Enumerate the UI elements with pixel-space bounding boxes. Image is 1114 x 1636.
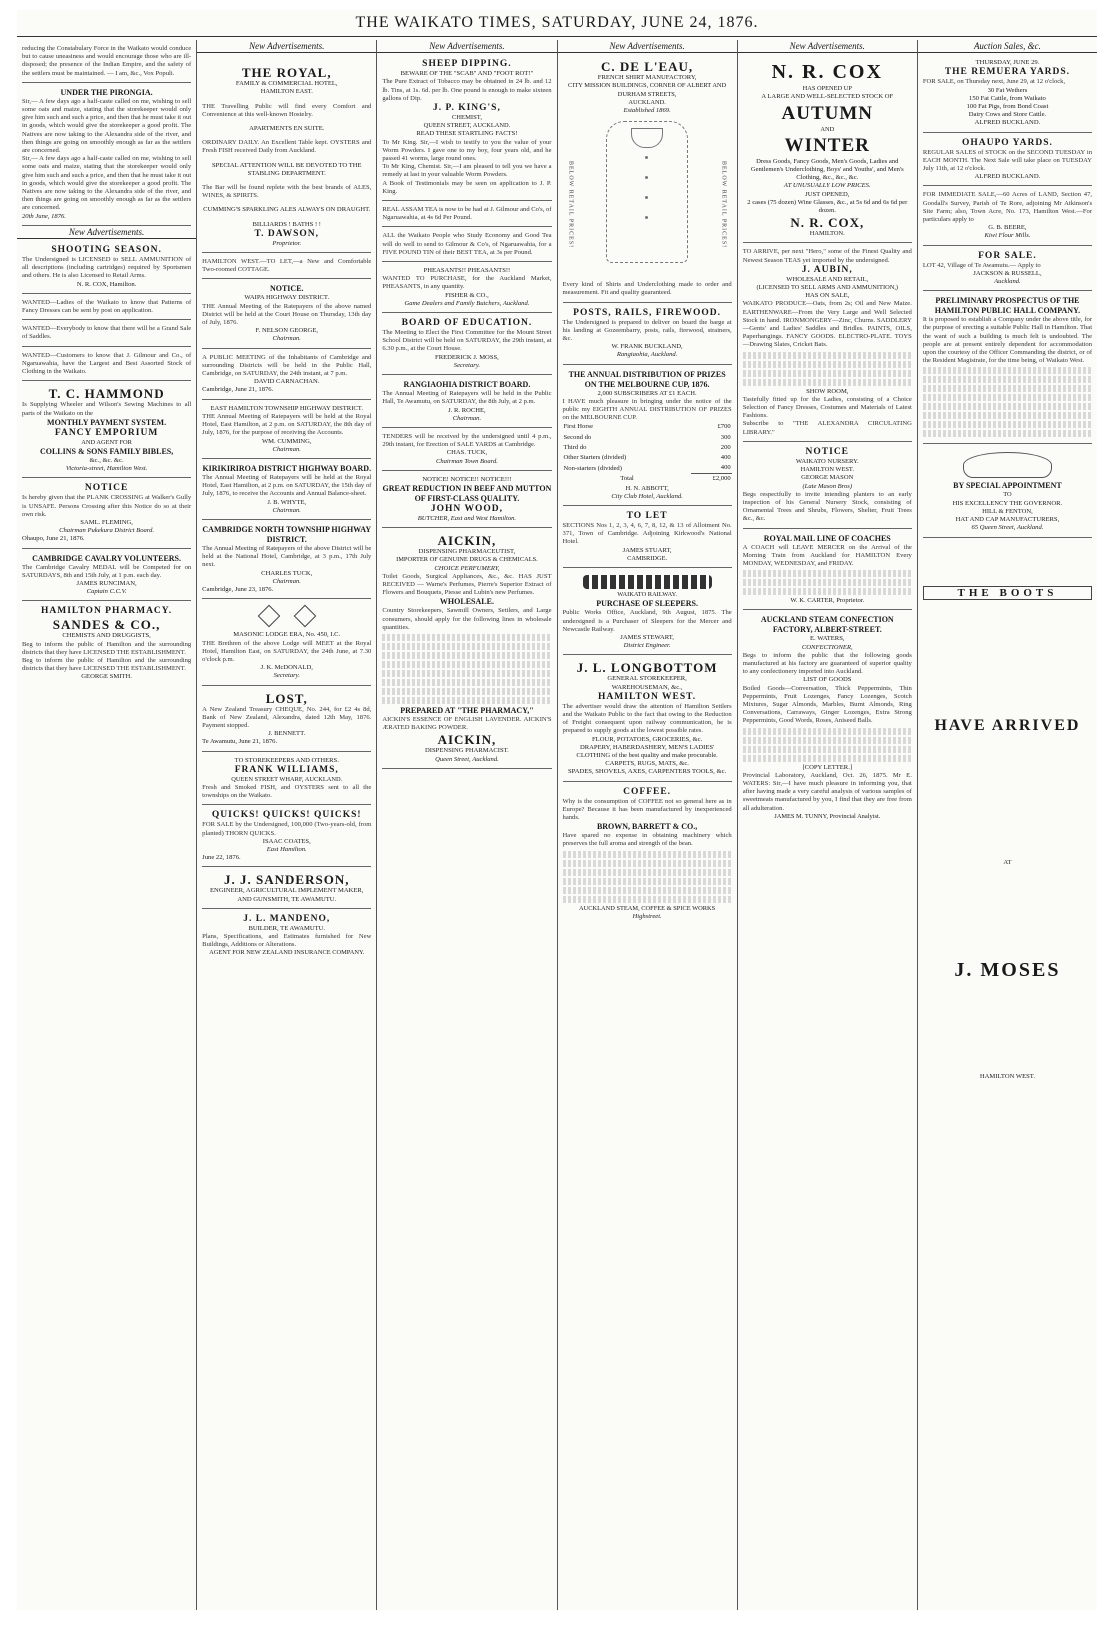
masthead-title: THE WAIKATO TIMES, SATURDAY, JUNE 24, 1876.: [355, 14, 759, 31]
ad-line: APARTMENTS EN SUITE.: [249, 125, 325, 133]
side-caption-right: BELOW RETAIL PRICES!: [720, 161, 727, 249]
column-4: [558, 40, 738, 1610]
ad-body: A Book of Testimonials may be seen on application to J. P. King.: [382, 179, 552, 195]
ad-line: HIS EXCELLENCY THE GOVERNOR.: [952, 499, 1063, 507]
ad-heading: NOTICE! NOTICE!! NOTICE!!!: [422, 475, 512, 483]
table-row: [563, 453, 732, 463]
ad-line: TO: [1003, 491, 1012, 499]
ad-signature: WM. CUMMING,: [261, 437, 312, 445]
ad-heading: CAMBRIDGE CAVALRY VOLUNTEERS.: [32, 553, 182, 563]
ad-signature: JAMES M. TUNNY, Provincial Analyist.: [774, 812, 881, 820]
ad-body: It is proposed to establish a Company under the above title, for the purpose of erecting a suitable Public Hall in Hamilton. That the want of such a building is much felt is undoubted. The people are at present entirely dependent for accommodation upon the courtesy of the Officer Commanding the district, or of the Resident Magistrate, for the time being, of Waikato West.: [922, 316, 1093, 365]
ad-heading: KIRIKIRIROA DISTRICT HIGHWAY BOARD.: [202, 463, 372, 473]
ad-heading-winter: WINTER: [784, 134, 870, 156]
ad-footer: AUCKLAND STEAM, COFFEE & SPICE WORKS: [578, 904, 716, 912]
ad-heading: THE REMUERA YARDS.: [944, 67, 1071, 78]
ad-subheading: ENGINEER, AGRICULTURAL IMPLEMENT MAKER,: [210, 887, 364, 895]
ad-heading: NOTICE: [84, 483, 129, 494]
ad-signature-title: Chairman Town Board.: [435, 457, 498, 465]
columns: [17, 40, 1097, 1610]
ad-signature: W. K. CARTER, Proprietor.: [790, 597, 865, 605]
ad-body: Toilet Goods, Surgical Appliances, &c., &c. HAS JUST RECEIVED — Warne's Perfumes, Pierre's Superior Extract of Flowers and Bouquets, Piesse and Lubin's new Perfumes.: [382, 572, 552, 597]
ad-line: BILLIARDS ! BATHS ! !: [252, 220, 321, 228]
prize-amount: 400: [720, 454, 731, 462]
ad-signature-title: Chairman.: [452, 414, 482, 422]
column-header: New Advertisements.: [17, 228, 196, 239]
ad-subheading: COLLINS & SONS FAMILY BIBLES,: [39, 446, 174, 456]
prize-amount: 200: [720, 443, 731, 451]
ad-date: Ohaupo, June 21, 1876.: [22, 535, 85, 543]
ad-signature-title: City Club Hotel, Auckland.: [611, 492, 683, 500]
ad-body: Tastefully fitted up for the Ladies, consisting of a Choice Selection of Fancy Dresses, Costumes and Materials of Latest Fashions.: [742, 395, 912, 420]
ad-body: AICKIN'S ESSENCE OF ENGLISH LAVENDER. AICKIN'S ÆRATED BAKING POWDER.: [382, 715, 552, 732]
newspaper-page: [17, 10, 1097, 1610]
ad-subheading: FRENCH SHIRT MANUFACTORY,: [597, 74, 697, 82]
ad-heading: EAST HAMILTON TOWNSHIP HIGHWAY DISTRICT.: [210, 404, 363, 412]
ad-body-continued: Beg to inform the public of Hamilton and the surrounding districts that they have LICENSED THE ESTABLISHMENT.: [22, 656, 192, 673]
ad-body: FOR SALE by the Undersigned, 100,000 (Two-years-old, from planted) THORN QUICKS.: [202, 821, 372, 837]
ad-body: Is hereby given that the PLANK CROSSING at Walker's Gully is UNSAFE. Persons Crossing after this Notice do so at their own risk.: [22, 494, 192, 518]
ad-heading: CAMBRIDGE NORTH TOWNSHIP HIGHWAY DISTRICT.: [202, 524, 372, 544]
ad-body: REGULAR SALES of STOCK on the SECOND TUESDAY in EACH MONTH. The Next Sale will take place on TUESDAY July 11th, at 12 o'clock.: [922, 148, 1093, 173]
table-row: [563, 443, 732, 453]
ad-body: Begs respectfully to invite intending planters to an early inspection of his General Nursery Stock, consisting of Ornamental Trees and Shrubs, Flowers, Shelter, Fruit Trees &c., &c.: [742, 490, 912, 523]
ad-heading: J. L. LONGBOTTOM: [576, 660, 718, 676]
ad-line: &c., &c. &c.: [89, 456, 124, 464]
ad-body: To Mr King. Sir,—I wish to testify to you the value of your Worm Powders. I gave one to my boy, four years old, and he passed 41 worms, large round ones.: [382, 138, 552, 163]
masonic-compass-icon: [293, 605, 316, 628]
wanted-ad: WANTED—Everybody to know that there will be a Grand Sale of Saddles.: [22, 325, 192, 341]
ad-signature: GEORGE MASON: [801, 474, 854, 482]
ad-signature: DAVID CARNACHAN.: [254, 378, 320, 386]
prize-table: [563, 422, 732, 484]
prize-label: Second do: [563, 433, 592, 441]
ad-date: June 22, 1876.: [202, 854, 241, 862]
column-1: [17, 40, 197, 1610]
ad-signature-title: CONFECTIONER,: [801, 643, 853, 651]
ad-line: DRAPERY, HABERDASHERY, MEN'S LADIES' CLOTHING of the best quality and make procurable.: [576, 743, 718, 759]
ad-subheading: WAIPA HIGHWAY DISTRICT.: [244, 294, 330, 302]
ad-body: The Undersigned is LICENSED to SELL AMMUNITION of all descriptions (including cartridges) required by Sportsmen and others. He is also Licensed to Retail Arms.: [22, 256, 192, 280]
ad-subheading: HAS OPENED UP: [802, 85, 852, 93]
ad-signature: ALFRED BUCKLAND.: [974, 119, 1041, 127]
ad-line: FLOUR, POTATOES, GROCERIES, &c.: [592, 735, 703, 743]
ad-signature: FISHER & CO.,: [445, 291, 489, 299]
ad-body: Beg to inform the public of Hamilton and the surrounding districts that they have LICENSED THE ESTABLISHMENT.: [22, 640, 192, 656]
ad-date: Cambridge, June 21, 1876.: [202, 386, 274, 394]
ad-heading: JOHN WOOD,: [430, 503, 503, 514]
ad-body: Plans, Specifications, and Estimates furnished for New Buildings, Additions or Alterations.: [202, 933, 372, 949]
ad-body: Dress Goods, Fancy Goods, Men's Goods, Ladies and Gentlemen's Underclothing, Boys' and Youths', and Men's Clothing, &c., &c., &c.: [750, 157, 904, 182]
table-row: [563, 474, 732, 485]
ad-heading: NOTICE: [805, 446, 850, 457]
ad-body: Fresh and Smoked FISH, and OYSTERS sent to all the townships on the Waikato.: [202, 783, 372, 800]
ad-body: Provincial Laboratory, Auckland, Oct. 26, 1875. Mr E. WATERS: Sir,—I have much pleasure in informing you, that after having made a very careful analysis of various samples of sweetmeats manufactured by you, I find that they are free from all adulteration.: [742, 771, 912, 812]
prize-amount: 300: [720, 433, 731, 441]
ad-address: 65 Queen Street, Auckland.: [971, 524, 1044, 532]
ad-body: I HAVE much pleasure in bringing under the notice of the public my EIGHTH ANNUAL DISTRIBUTION OF PRIZES on the MELBOURNE CUP.: [562, 397, 732, 422]
prize-label: Non-starters (divided): [563, 464, 622, 472]
ad-date: Te Awamutu, June 21, 1876.: [202, 738, 278, 746]
ad-heading: OHAUPO YARDS.: [961, 137, 1053, 148]
letter-text: Sir,— A few days ago a half-caste called on me, wishing to sell some oats and maize, stating that the storekeeper would only give him such and such a price, and then that he must take it out in goods, which would give the storekeeper a good profit. The Natives are now taking to the Alexandra side of the river, and then things are going on smoothly enough as far as the settlers are concerned.: [22, 97, 192, 155]
letter-text-continued: Sir,— A few days ago a half-caste called on me, wishing to sell some oats and maize, stating that the storekeeper would only give him such and such a price, and then that he must take it out in goods, which would give the storekeeper a good profit. The Natives are now taking to the Alexandra side of the river, and then things are going on smoothly enough as far as the settlers are concerned.: [22, 155, 192, 212]
ad-heading: PRELIMINARY PROSPECTUS OF THE HAMILTON PUBLIC HALL COMPANY.: [934, 296, 1081, 316]
ad-line: SPECIAL ATTENTION WILL BE DEVOTED TO THE STABLING DEPARTMENT.: [211, 161, 362, 177]
ad-subheading: WHOLESALE AND RETAIL,: [786, 275, 869, 283]
ad-heading-moses: J. MOSES: [954, 958, 1061, 981]
ad-signature: GEORGE SMITH.: [81, 673, 132, 681]
ad-signature: HILL & FENTON,: [982, 507, 1033, 515]
ad-body: A New Zealand Treasury CHEQUE, No. 244, for £2 4s 8d, Bank of New Zealand, Alexandra, dated 12th May, 1876. Payment stopped.: [202, 705, 372, 729]
ad-heading: AUCKLAND STEAM CONFECTION FACTORY, ALBERT-STREET.: [760, 615, 894, 635]
ad-signature-title: Chairman Pukekura District Board.: [59, 527, 155, 535]
ad-subheading: GREAT REDUCTION IN BEEF AND MUTTON OF FIRST-CLASS QUALITY.: [382, 483, 552, 503]
ad-heading: BROWN, BARRETT & CO.,: [596, 822, 698, 832]
ad-subheading: DISPENSING PHARMACEUTIST,: [418, 548, 516, 556]
ad-body: Why is the consumption of COFFEE not so general here as in Europe? Because it has been manufactured by inexperienced hands.: [562, 797, 732, 821]
ad-place: HAMILTON EAST.: [260, 88, 313, 96]
ad-signature: JACKSON & RUSSELL,: [973, 269, 1042, 277]
ad-list: 30 Fat Wethers 150 Fat Cattle, from Waikato 100 Fat Pigs, from Bond Coast Dairy Cows and Store Cattle.: [966, 86, 1049, 119]
ad-signature: JAMES STEWART,: [620, 633, 674, 641]
ad-body: SECTIONS Nos 1, 2, 3, 4, 6, 7, 8, 12, & 13 of Allotment No. 371, Town of Cambridge. Adjoining Kirkwood's National Hotel.: [562, 522, 732, 546]
ad-subheading: CHEMIST,: [451, 114, 482, 122]
ad-body: ORDINARY DAILY. An Excellent Table kept. OYSTERS and Fresh FISH received Daily from Auckland.: [202, 139, 372, 155]
ad-subheading: [COPY LETTER.]: [802, 763, 853, 771]
ad-address: Queen Street, Auckland.: [435, 755, 499, 763]
ad-heading: J. J. SANDERSON,: [224, 872, 350, 888]
ad-signature: J. K. McDONALD,: [260, 664, 313, 672]
ad-signature-title: Auckland.: [994, 278, 1021, 286]
ad-body: TENDERS will be received by the undersigned until 4 p.m., 29th instant, for Erection of SALE YARDS at Cambridge.: [382, 432, 552, 449]
ad-body: THE Annual Meeting of Ratepayers will be held at the Royal Hotel, East Hamilton, at 2 p.m. on SATURDAY, the 8th day of July, 1876, for the purpose of receiving the Accounts.: [202, 412, 372, 437]
ad-heading: AICKIN,: [437, 732, 497, 748]
ad-subheading: GENERAL STOREKEEPER,: [607, 675, 687, 683]
ad-address: CITY MISSION BUILDINGS, CORNER OF ALBERT AND DURHAM STREETS,: [568, 82, 727, 98]
ad-subheading: 2,000 SUBSCRIBERS AT £1 EACH.: [597, 389, 697, 397]
column-header: New Advertisements.: [377, 42, 556, 53]
ad-heading-autumn: AUTUMN: [781, 102, 874, 124]
prize-label: Other Starters (divided): [563, 454, 627, 462]
ad-date: Cambridge, June 23, 1876.: [202, 585, 274, 593]
train-illustration-icon: [583, 575, 712, 589]
shirt-illustration-icon: [606, 121, 688, 263]
ad-signature-title: Kiwi Flour Mills.: [984, 232, 1031, 240]
side-caption-left: BELOW RETAIL PRICES!: [567, 161, 574, 249]
ad-body: TO ARRIVE, per next "Hero," some of the Finest Quality and Newest Season TEAS yet imported by the undersigned.: [742, 248, 912, 264]
ad-heading: QUICKS! QUICKS! QUICKS!: [211, 810, 362, 821]
ad-heading: POSTS, RAILS, FIREWOOD.: [573, 307, 722, 318]
prize-amount: £700: [717, 423, 731, 431]
ad-signature: F. NELSON GEORGE,: [255, 327, 318, 335]
ad-signature-title: Proprietor.: [272, 239, 302, 247]
ad-heading: J. P. KING'S,: [433, 103, 501, 114]
ad-signature-title: Secretary.: [453, 361, 481, 369]
ad-line: CUMMING'S SPARKLING ALES ALWAYS ON DRAUGHT.: [203, 206, 371, 214]
ad-body: 2 cases (75 dozen) Wine Glasses, &c., at 5s 6d and 6s 6d per dozen.: [747, 198, 908, 215]
ad-body: Boiled Goods—Conversation, Thick Peppermints, Thin Peppermints, Fruit Lozenges, Fancy Lozenges, Scotch Mixtures, Sugar Almonds, Marbles, Burnt Almonds, Ring Conversations, Carraways, Ginger Lozenges, Extra Strong Peppermints, Good Words, Roses, Aniseed Balls.: [742, 684, 912, 725]
ad-signature-title: Rangiaohia, Auckland.: [616, 351, 678, 359]
ad-body: REAL ASSAM TEA is now to be had at J. Gilmour and Co's, of Ngaruawahia, at 4s 6d Per Pound.: [382, 206, 552, 222]
ad-heading: BOARD OF EDUCATION.: [401, 318, 533, 329]
editorial-text: reducing the Constabulary Force in the Waikato would conduce but to cause uneasiness and would encourage those who are ill-disposed; the presence of the Indian Empire, and the safety of the settlers must be maintained. — I am, &c., Vox Populi.: [22, 45, 192, 77]
ad-body: THE Travelling Public will find every Comfort and Convenience at this well-known Hostelry.: [202, 102, 372, 118]
ad-heading: READ THESE STARTLING FACTS!: [416, 130, 518, 138]
ad-signature: J. R. ROCHE,: [448, 406, 486, 414]
ad-signature-title: CAMBRIDGE.: [627, 554, 668, 562]
letter-date: 20th June, 1876.: [22, 212, 66, 220]
ad-body: The Annual Meeting of Ratepayers will be held at the Royal Hotel, East Hamilton, at 2 p.m. on SATURDAY, the 15th day of July, 1876, to receive the Accounts and Annual Balance-sheet.: [202, 473, 372, 498]
ad-body: FOR IMMEDIATE SALE,—60 Acres of LAND, Section 47, Goodall's Survey, Parish of Te Rore, adjoining Mr Atkinson's Site Farm; also, Town Acre, No. 173, Hamilton West.—For particulars apply to: [922, 191, 1093, 224]
ad-line: AT: [1003, 858, 1012, 866]
ad-footer: AGENT FOR NEW ZEALAND INSURANCE COMPANY.: [209, 949, 365, 957]
ad-heading: FANCY EMPORIUM: [54, 427, 159, 438]
ad-heading-boots: THE BOOTS: [923, 586, 1092, 600]
ad-signature-title: East Hamilton.: [266, 846, 307, 853]
ad-heading: ROYAL MAIL LINE OF COACHES: [763, 533, 891, 543]
ad-body: FOR SALE, on Thursday next, June 29, at 12 o'clock,: [922, 78, 1066, 86]
ad-place: HAMILTON WEST.: [598, 691, 697, 702]
ad-subheading: AND GUNSMITH, TE AWAMUTU.: [237, 895, 337, 903]
ad-heading: T. C. HAMMOND: [48, 386, 165, 402]
ad-body: The Annual Meeting of Ratepayers of the above District will be held at the National Hotel, Cambridge, at 3 p.m., 17th July next.: [202, 544, 372, 569]
ad-heading: SHOOTING SEASON.: [51, 245, 162, 256]
ad-heading: AICKIN,: [437, 533, 497, 549]
ad-body: Every kind of Shirts and Underclothing made to order and measurement. Fit and quality guaranteed.: [562, 281, 732, 297]
ad-signature: ISAAC COATES,: [262, 837, 311, 845]
ad-subheading: IMPORTER OF GENUINE DRUGS & CHEMICALS.: [396, 556, 538, 564]
ad-signature-title: (Late Mason Bros): [802, 482, 853, 490]
ad-body: The Annual Meeting of Ratepayers will be held in the Public Hall, Te Awamutu, on SATURDAY, the 8th July, at 2 p.m.: [382, 390, 552, 406]
ad-heading: LOST,: [265, 690, 308, 706]
column-header: New Advertisements.: [738, 42, 917, 53]
ad-line: JUST OPENED,: [805, 190, 850, 198]
ad-address: Victoria-street, Hamilton West.: [65, 465, 148, 473]
ad-line: AND: [820, 125, 835, 133]
column-header: Auction Sales, &c.: [918, 42, 1097, 53]
ad-heading: N. R. COX: [771, 61, 883, 84]
ad-subheading: HAS ON SALE,: [805, 292, 850, 300]
prize-label: First Horse: [563, 423, 594, 431]
ad-heading: NOTICE.: [269, 284, 304, 294]
ad-subheading: FAMILY & COMMERCIAL HOTEL,: [235, 80, 338, 88]
masonic-square-icon: [257, 605, 280, 628]
prize-amount: 400: [720, 464, 731, 472]
ad-line: SPADES, SHOVELS, AXES, CARPENTERS TOOLS, &c.: [568, 768, 727, 776]
ad-subheading: MONTHLY PAYMENT SYSTEM.: [47, 417, 167, 427]
ad-signature: J. BENNETT.: [268, 730, 306, 738]
ad-body: Public Works Office, Auckland, 9th August, 1875. The undersigned is a Purchaser of Sleepers for the Mercer and Newcastle Railway.: [562, 609, 732, 633]
ad-signature: JAMES STUART,: [622, 546, 672, 554]
ad-subheading: (LICENSED TO SELL ARMS AND AMMUNITION,): [756, 284, 899, 292]
ad-body: The advertiser would draw the attention of Hamilton Settlers and the Waikato Public to the fact that owing to the Reduction of Freight consequent upon railway communication, he is prepared to supply goods at the lowest possible rates.: [562, 702, 732, 735]
ad-subheading: WHOLESALE.: [439, 597, 494, 607]
ad-signature: N. R. COX,: [790, 215, 865, 231]
ad-subheading: CHEMISTS AND DRUGGISTS,: [62, 632, 151, 640]
column-header: New Advertisements.: [197, 42, 376, 53]
ad-body: The Pure Extract of Tobacco may be obtained in 24 lb. and 12 lb. Tins, at 1s. 6d. per lb. One pound is enough to make sixteen gallons of Dip.: [382, 78, 552, 102]
wanted-ad: WANTED—Ladies of the Waikato to know that Patterns of Fancy Dresses can be sent by post on application.: [22, 298, 192, 315]
ad-line: CARPETS, RUGS, MATS, &c.: [605, 760, 689, 768]
ad-line: AT UNUSUALLY LOW PRICES.: [783, 182, 871, 190]
ad-subheading: WAREHOUSEMAN, &c.,: [611, 683, 683, 691]
table-row: [563, 422, 732, 432]
ad-signature: CHARLES TUCK,: [261, 569, 313, 577]
ad-signature: E. WATERS,: [810, 635, 845, 643]
letter-heading: UNDER THE PIRONGIA.: [60, 87, 153, 97]
column-header: New Advertisements.: [558, 42, 737, 53]
ad-signature: ALFRED BUCKLAND.: [974, 173, 1041, 181]
ad-subheading: BUILDER, TE AWAMUTU.: [248, 924, 326, 932]
ad-body: The Bar will be found replete with the best brands of ALES, WINES, & SPIRITS.: [202, 184, 372, 200]
ad-heading: MASONIC LODGE ERA, No. 450, I.C.: [233, 631, 341, 639]
ad-heading: THE ROYAL,: [241, 65, 332, 81]
ad-heading: J. AUBIN,: [801, 264, 853, 275]
ad-place: HAMILTON WEST.: [800, 466, 854, 474]
ad-body: The Meeting to Elect the First Committee for the Mount Street School District will be held on SATURDAY, the 29th instant, at 6.30 p.m., at the Court House.: [382, 329, 552, 353]
ad-body: The Undersigned is prepared to deliver on board the barge at his landing at Gozeembarry, posts, rails, firewood, strainers, &c.: [562, 318, 732, 343]
ad-signature: SAML. FLEMING,: [80, 518, 133, 526]
ad-body: Is Supplying Wheeler and Wilson's Sewing Machines to all parts of the Waikato on the: [22, 401, 192, 417]
ad-subheading: LIST OF GOODS: [803, 676, 852, 684]
royal-coat-of-arms-icon: [963, 452, 1052, 478]
ad-subheading: CHOICE PERFUMERY,: [434, 564, 500, 572]
ad-place: HAMILTON.: [809, 230, 845, 238]
table-row: [563, 433, 732, 443]
ad-line: AND AGENT FOR: [81, 438, 132, 446]
ad-subheading: PREPARED AT "THE PHARMACY,": [400, 705, 534, 715]
ad-signature: N. R. COX, Hamilton.: [76, 280, 137, 288]
column-3: [377, 40, 557, 1610]
ad-subheading: HAT AND CAP MANUFACTURERS,: [955, 516, 1060, 524]
ad-body: Have spared no expense in obtaining machinery which preserves the full aroma and strength of the bean.: [562, 832, 732, 848]
ad-subheading: BEWARE OF THE "SCAB" AND "FOOT ROT!": [400, 70, 534, 78]
ad-established: Established 1869.: [623, 107, 671, 115]
ad-signature: JAMES RUNCIMAN,: [76, 579, 137, 587]
ad-body: A COACH will LEAVE MERCER on the Arrival of the Morning Train from Auckland for HAMILTON Every MONDAY, WEDNESDAY, and FRIDAY.: [742, 543, 912, 567]
ad-address: QUEEN STREET WHARF, AUCKLAND.: [231, 775, 343, 783]
ad-body: WAIKATO PRODUCE—Oats, from 2s; Oil and New Maize. EARTHENWARE—From the Very Large and Well Selected Stock in hand. IRONMONGERY—Zinc, Churns. SADDLERY—Gents' and Ladies' Saddles and Bridles. PAINTS, OILS, Paperhangings. FANCY GOODS. ELECTRO-PLATE. TOYS—Drawing Slates, Cricket Bats.: [742, 300, 912, 349]
ad-heading: BY SPECIAL APPOINTMENT: [953, 481, 1062, 491]
ad-heading: TO LET: [626, 511, 668, 522]
ad-body: To Mr King, Chemist. Sir,—I am pleased to tell you we have a remedy at last in your valuable Worm Powders.: [382, 163, 552, 179]
ad-place: AUCKLAND.: [628, 98, 666, 106]
ad-date-heading: THURSDAY, JUNE 29.: [975, 59, 1040, 67]
ad-body: HAMILTON WEST.—TO LET,—a New and Comfortable Two-roomed COTTAGE.: [202, 258, 372, 274]
ad-place: Highstreet.: [632, 912, 662, 920]
ad-signature: H. N. ABBOTT,: [625, 484, 669, 492]
ad-signature-title: Chairman.: [272, 445, 301, 453]
ad-heading: HAMILTON PHARMACY.: [41, 606, 173, 617]
ad-signature-title: Chairman.: [272, 577, 301, 585]
ad-body: A LARGE AND WELL-SELECTED STOCK OF: [761, 93, 894, 101]
ad-heading-arrived: HAVE ARRIVED: [934, 716, 1081, 734]
ad-body: WANTED TO PURCHASE, for the Auckland Market, PHEASANTS, in any quantity.: [382, 275, 552, 291]
total-amount: £2,000: [691, 474, 731, 485]
ad-body: LOT 42, Village of Te Awamutu.— Apply to: [922, 261, 1041, 269]
column-5: [738, 40, 918, 1610]
ad-signature-title: BUTCHER, East and West Hamilton.: [417, 514, 517, 522]
ad-heading: SHEEP DIPPING.: [422, 59, 512, 70]
ad-body: Country Storekeepers, Sawmill Owners, Settlers, and Large consumers, should apply for the following lines in wholesale quantities.: [382, 607, 552, 631]
ad-heading: PHEASANTS!! PHEASANTS!!: [423, 267, 511, 275]
ad-body: THE Brethren of the above Lodge will MEET at the Royal Hotel, Hamilton East, on SATURDAY, the 24th June, at 7.30 o'clock p.m.: [202, 639, 372, 663]
ad-heading: TO STOREKEEPERS AND OTHERS.: [234, 756, 339, 764]
ad-heading: FRANK WILLIAMS,: [234, 764, 339, 775]
ad-body: The Cambridge Cavalry MEDAL will be Competed for on SATURDAYS, 8th and 15th July, at 1 p.m. each day.: [22, 563, 192, 579]
ad-signature: FREDERICK J. MOSS,: [435, 353, 499, 361]
column-6: [918, 40, 1097, 1610]
ad-signature-title: District Engineer.: [623, 642, 671, 650]
column-2: [197, 40, 377, 1610]
ad-heading: PURCHASE OF SLEEPERS.: [596, 599, 698, 609]
masthead: [17, 10, 1097, 37]
ad-signature: G. B. BEERE,: [988, 224, 1027, 232]
table-row: [563, 463, 732, 474]
ad-heading: SANDES & CO.,: [52, 617, 161, 633]
ad-signature-title: Game Dealers and Family Butchers, Auckland.: [404, 299, 530, 307]
ad-address: HAMILTON WEST.: [979, 1072, 1035, 1080]
ad-body: Begs to inform the public that the following goods manufactured at his factory are guaranteed of superior quality to any confectionery imported into Auckland.: [742, 651, 912, 676]
total-label: Total: [620, 475, 634, 483]
ad-signature: CHAS. TUCK,: [446, 449, 488, 457]
ad-heading: FOR SALE.: [978, 250, 1037, 261]
ad-body: THE Annual Meeting of the Ratepayers of the above named District will be held at the Court House on Thursday, 13th day of July, 1876.: [202, 302, 372, 327]
ad-body: ALL the Waikato People who Study Economy and Good Tea will do well to send to Gilmour & Co's, of Ngaruawahia, for a FIVE POUND TIN of their BEST TEA, at 3s per Pound.: [382, 232, 552, 256]
ad-subheading: DISPENSING PHARMACIST.: [425, 747, 509, 755]
ad-heading: COFFEE.: [623, 786, 672, 797]
ad-signature: W. FRANK BUCKLAND,: [611, 343, 683, 351]
ad-signature: T. DAWSON,: [254, 228, 319, 239]
ad-heading: THE ANNUAL DISTRIBUTION OF PRIZES ON THE MELBOURNE CUP, 1876.: [568, 369, 726, 389]
ad-body: A PUBLIC MEETING of the Inhabitants of Cambridge and surrounding Districts will be held in the Public Hall, Cambridge, on SATURDAY, the 24th instant, at 7 p.m.: [202, 353, 372, 378]
ad-heading: RANGIAOHIA DISTRICT BOARD.: [403, 380, 531, 390]
ad-signature-title: Chairman.: [272, 335, 301, 343]
wanted-ad: WANTED—Customers to know that J. Gilmour and Co., of Ngaruawahia, have the Largest and Best Assorted Stock of Clothing in the Waikato.: [22, 351, 192, 376]
ad-body: Subscribe to "THE ALEXANDRA CIRCULATING LIBRARY.": [742, 420, 912, 436]
ad-signature-title: Captain C.C.V.: [86, 588, 127, 596]
ad-signature-title: Chairman.: [272, 506, 301, 514]
ad-heading: C. DE L'EAU,: [601, 59, 694, 75]
ad-signature: J. B. WHYTE,: [267, 498, 307, 506]
ad-heading: J. L. MANDENO,: [243, 913, 331, 924]
ad-subheading: WAIKATO NURSERY.: [795, 457, 859, 465]
ad-subheading: WAIKATO RAILWAY.: [617, 591, 677, 599]
ad-signature-title: Secretary.: [273, 672, 300, 680]
ad-subheading: SHOW ROOM,: [806, 387, 849, 395]
ad-address: QUEEN STREET, AUCKLAND.: [423, 122, 511, 130]
prize-label: Third do: [563, 443, 587, 451]
